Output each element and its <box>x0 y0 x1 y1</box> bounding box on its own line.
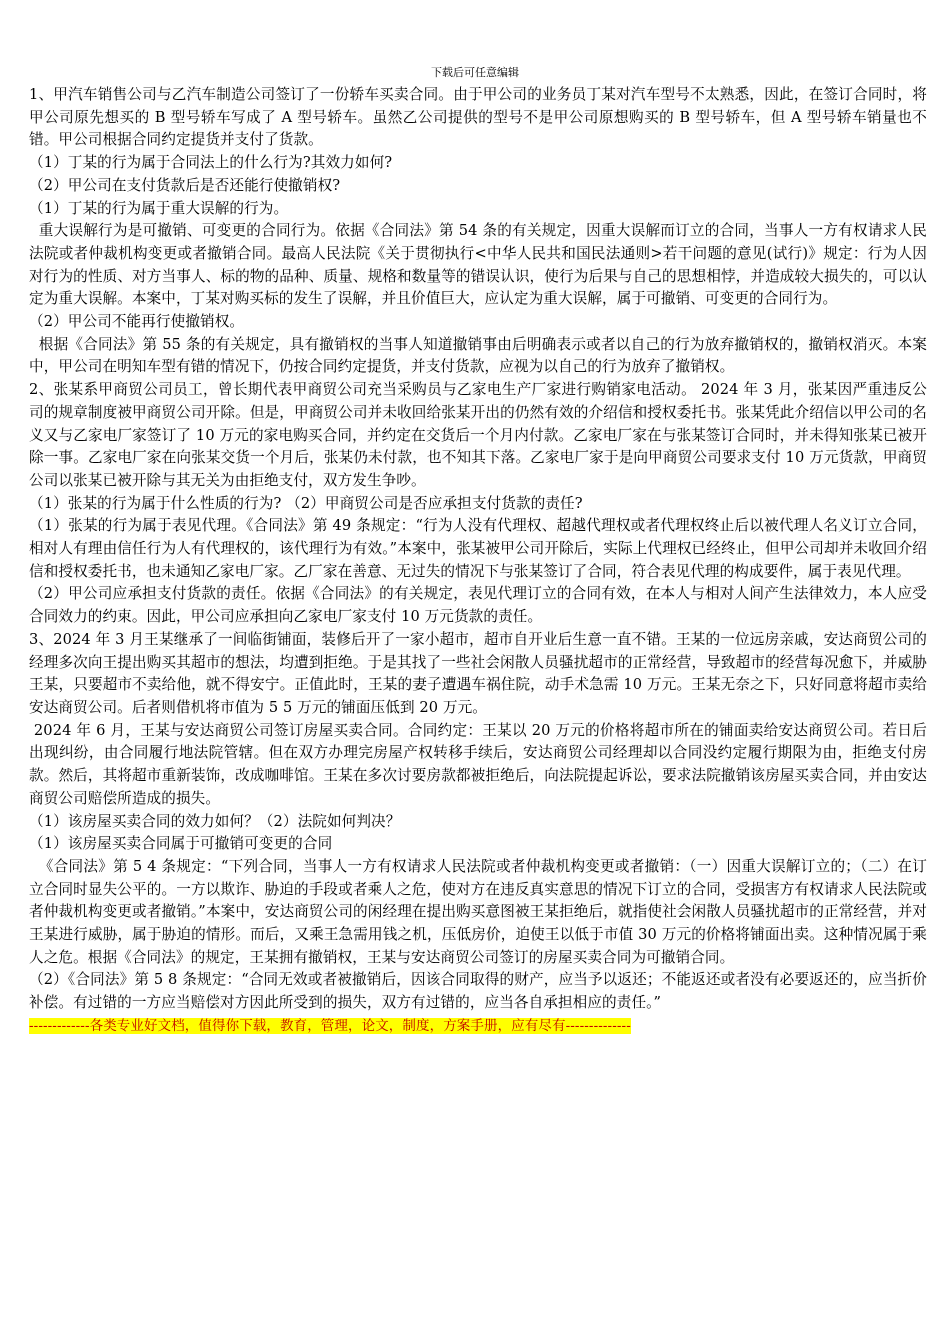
paragraph-case-2-facts: 2、张某系甲商贸公司员工，曾长期代表甲商贸公司充当采购员与乙家电生产厂家进行购销家电活动。 2024 年 3 月，张某因严重违反公司的规章制度被甲商贸公司开除。但是，甲商贸公司并未收回给张某开出的仍然有效的介绍信和授权委托书。张某凭此介绍信以甲公司的名义又与乙家电厂家签订了 10 万元的家电购买合同，并约定在交货后一个月内付款。乙家电厂家在与张某签订合同时，并未得知张某已被开除一事。乙家电厂家在向张某交货一个月后，张某仍未付款，也不知其下落。乙家电厂家于是向甲商贸公司要求支付 10 万元货款，甲商贸公司以张某已被开除与其无关为由拒绝支付，双方发生争吵。 <box>29 381 927 489</box>
paragraph-case-3-answer-1: （1）该房屋买卖合同属于可撤销可变更的合同 <box>29 835 333 853</box>
paragraph-case-3-answer-2: （2）《合同法》第 5 8 条规定：“合同无效或者被撤销后，因该合同取得的财产，应当予以返还；不能返还或者没有必要返还的，应当折价补偿。有过错的一方应当赔偿对方因此所受到的损失，双方有过错的，应当各自承担相应的责任。” <box>29 971 927 1012</box>
paragraph-case-3-facts-2: 2024 年 6 月，王某与安达商贸公司签订房屋买卖合同。合同约定：王某以 20 万元的价格将超市所在的铺面卖给安达商贸公司。若日后出现纠纷，由合同履行地法院管辖。但在双方办理完房屋产权转移手续后，安达商贸公司经理却以合同没约定履行期限为由，拒绝支付房款。然后，其将超市重新装饰，改成咖啡馆。王某在多次讨要房款都被拒绝后，向法院提起诉讼，要求法院撤销该房屋买卖合同，并由安达商贸公司赔偿所造成的损失。 <box>29 721 927 807</box>
page-header: 下载后可任意编辑 <box>431 66 519 79</box>
paragraph-case-2-questions: （1）张某的行为属于什么性质的行为? （2）甲商贸公司是否应承担支付货款的责任? <box>29 494 583 512</box>
paragraph-case-1-facts: 1、甲汽车销售公司与乙汽车制造公司签订了一份轿车买卖合同。由于甲公司的业务员丁某对汽车型号不太熟悉，因此，在签订合同时，将甲公司原先想买的 B 型号轿车写成了 A 型号轿车。虽然乙公司提供的型号不是甲公司原想购买的 B 型号轿车，但 A 型号轿车销量也不错。甲公司根据合同约定提货并支付了货款。 <box>29 86 927 149</box>
paragraph-case-1-analysis-2: 根据《合同法》第 55 条的有关规定，具有撤销权的当事人知道撤销事由后明确表示或者以自己的行为放弃撤销权的，撤销权消灭。本案中，甲公司在明知车型有错的情况下，仍按合同约定提货，并支付货款，应视为以自己的行为放弃了撤销权。 <box>29 335 927 376</box>
paragraph-case-3-questions: （1）该房屋买卖合同的效力如何？（2）法院如何判决？ <box>29 812 401 830</box>
paragraph-case-1-question-2: （2）甲公司在支付货款后是否还能行使撤销权? <box>29 176 341 194</box>
document-body <box>29 84 927 1038</box>
promo-footer-banner: -------------各类专业好文档，值得你下载，教育，管理，论文，制度，方案手册，应有尽有-------------- <box>29 1017 631 1034</box>
paragraph-case-3-analysis-1: 《合同法》第 5 4 条规定：“下列合同，当事人一方有权请求人民法院或者仲裁机构变更或者撤销：（一）因重大误解订立的；（二）在订立合同时显失公平的。一方以欺诈、胁迫的手段或者乘人之危，使对方在违反真实意思的情况下订立的合同，受损害方有权请求人民法院或者仲裁机构变更或者撤销。”本案中，安达商贸公司的闲经理在提出购买意图被王某拒绝后，就指使社会闲散人员骚扰超市的正常经营，并对王某进行威胁，属于胁迫的情形。而后，又乘王急需用钱之机，压低房价，迫使王以低于市值 30 万元的价格将铺面出卖。这种情况属于乘人之危。根据《合同法》的规定，王某拥有撤销权，王某与安达商贸公司签订的房屋买卖合同为可撤销合同。 <box>29 857 927 966</box>
paragraph-case-1-answer-1: （1）丁某的行为属于重大误解的行为。 <box>29 199 289 217</box>
paragraph-case-1-answer-2: （2）甲公司不能再行使撤销权。 <box>29 313 245 331</box>
paragraph-case-2-answer-1: （1）张某的行为属于表见代理。《合同法》第 49 条规定：“行为人没有代理权、超越代理权或者代理权终止后以被代理人名义订立合同，相对人有理由信任行为人有代理权的，该代理行为有效。”本案中，张某被甲公司开除后，实际上代理权已经终止，但甲公司却并未收回介绍信和授权委托书，也未通知乙家电厂家。乙厂家在善意、无过失的情况下与张某签订了合同，符合表见代理的构成要件，属于表见代理。 <box>29 517 927 580</box>
paragraph-case-1-analysis-1: 重大误解行为是可撤销、可变更的合同行为。依据《合同法》第 54 条的有关规定，因重大误解而订立的合同，当事人一方有权请求人民法院或者仲裁机构变更或者撤销合同。最高人民法院《关于贯彻执行<中华人民共和国民法通则>若干问题的意见(试行)》规定：行为人因对行为的性质、对方当事人、标的物的品种、质量、规格和数量等的错误认识，使行为后果与自己的思想相悖，并造成较大损失的，可以认定为重大误解。本案中，丁某对购买标的发生了误解，并且价值巨大，应认定为重大误解，属于可撤销、可变更的合同行为。 <box>29 222 927 308</box>
paragraph-case-3-facts-1: 3、2024 年 3 月王某继承了一间临街铺面，装修后开了一家小超市，超市自开业后生意一直不错。王某的一位远房亲戚，安达商贸公司的经理多次向王提出购买其超市的想法，均遭到拒绝。于是其找了一些社会闲散人员骚扰超市的正常经营，导致超市的经营每况愈下，并威胁王某，只要超市不卖给他，就不得安宁。正值此时，王某的妻子遭遇车祸住院，动手术急需 10 万元。王某无奈之下，只好同意将超市卖给安达商贸公司。后者则借机将市值为 5 5 万元的铺面压低到 20 万元。 <box>29 630 927 716</box>
paragraph-case-1-question-1: （1）丁某的行为属于合同法上的什么行为?其效力如何? <box>29 154 393 172</box>
paragraph-case-2-answer-2: （2）甲公司应承担支付货款的责任。依据《合同法》的有关规定，表见代理订立的合同有效，在本人与相对人间产生法律效力，本人应受合同效力的约束。因此，甲公司应承担向乙家电厂家支付 10 万元货款的责任。 <box>29 585 927 626</box>
